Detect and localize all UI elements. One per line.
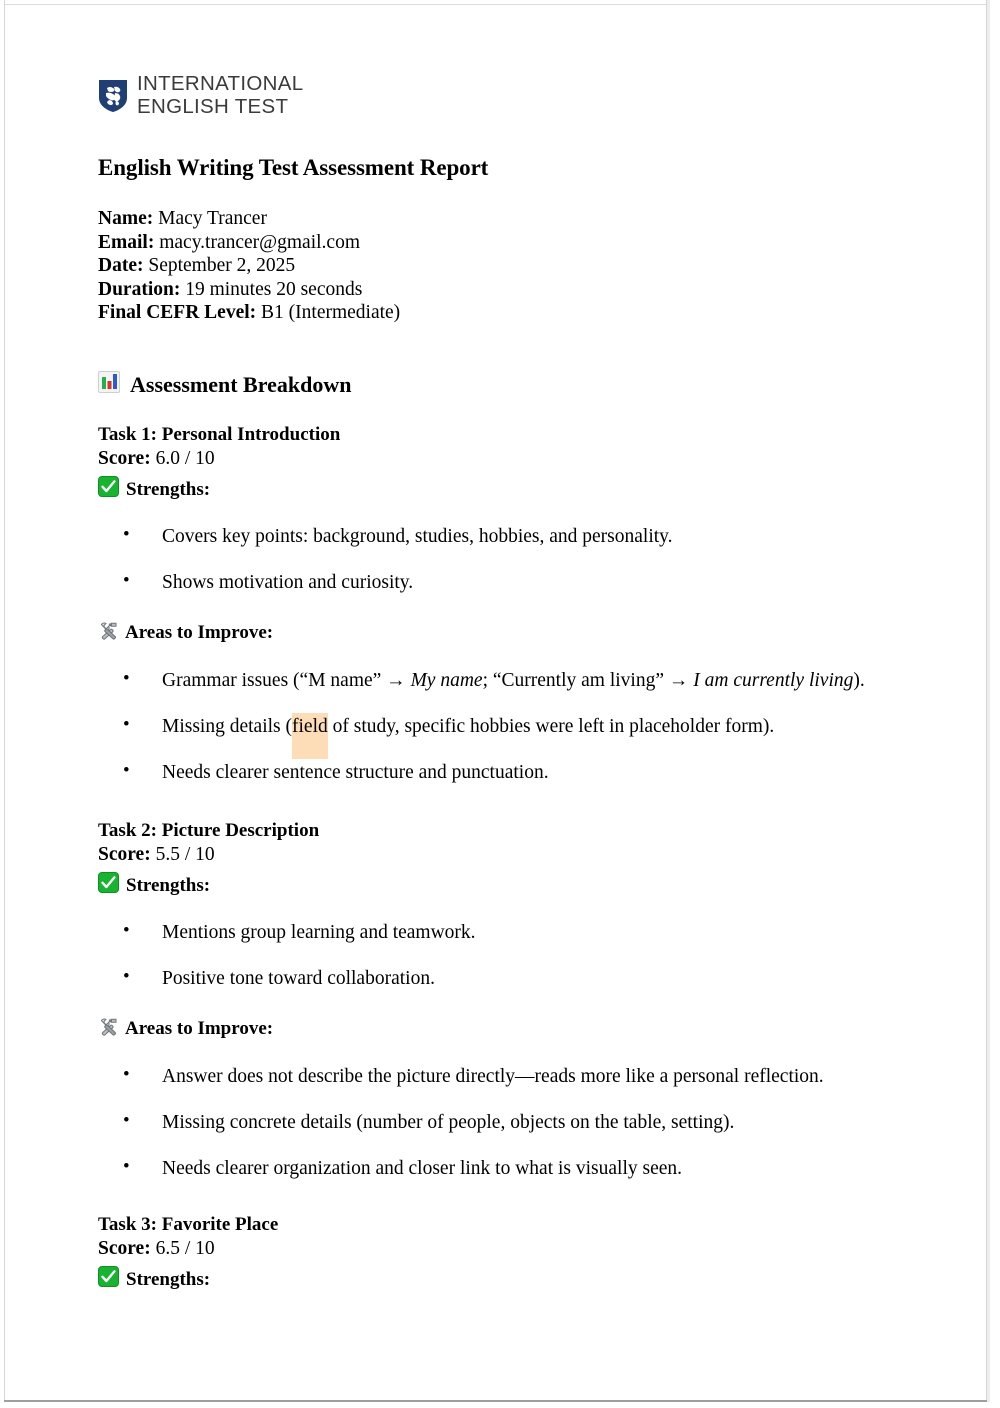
task-score-value: 6.0 / 10 [155,448,215,469]
candidate-metadata [98,207,400,325]
task-score-label: Score: [98,844,151,865]
page-title: English Writing Test Assessment Report [98,155,489,180]
meta-value-cefr: B1 (Intermediate) [261,302,401,324]
body-text: ; “Currently am living” → [482,670,694,691]
assessment-breakdown-heading [98,371,351,399]
white-check-mark-icon [98,1266,119,1293]
list-item [98,669,918,692]
white-check-mark-icon [98,476,119,503]
hammer-and-wrench-icon [98,1015,120,1043]
meta-label-name: Name: [98,208,154,229]
page-shadow-right [987,0,990,1402]
improvements-label: Areas to Improve: [125,1018,274,1039]
task-title: Task 1: Personal Introduction [98,424,341,445]
meta-value-duration: 19 minutes 20 seconds [185,278,363,300]
shield-crest-icon [98,79,128,113]
body-text: Missing details ( [162,716,292,737]
strengths-label: Strengths: [126,1268,211,1290]
emphasis-text: My name [410,670,483,691]
meta-label-cefr: Final CEFR Level: [98,302,257,324]
highlighted-text: field [292,716,328,737]
task-score [98,447,918,471]
body-text: Needs clearer sentence structure and punctuation. [162,762,549,783]
brand-line-2: ENGLISH TEST [137,94,289,118]
improvements-label: Areas to Improve: [125,622,274,643]
task-score-value: 5.5 / 10 [155,844,215,865]
list-item: • Mentions group learning and teamwork. [98,921,918,944]
meta-label-email: Email: [98,231,155,253]
meta-row-duration [98,278,400,302]
list-item [98,1111,918,1134]
task-block [98,819,918,1180]
body-text: ). [853,670,865,691]
task-block [98,1213,918,1293]
strengths-label: Strengths: [126,874,211,896]
strengths-heading [98,476,918,503]
body-text: Answer does not describe the picture directly—reads more like a personal reflection. [162,1066,824,1087]
brand-logo [98,73,303,119]
meta-row-email [98,231,400,255]
meta-label-date: Date: [98,255,144,277]
strengths-list [98,921,918,990]
meta-row-name [98,207,400,231]
meta-label-duration: Duration: [98,278,181,300]
report-page [5,5,986,1400]
list-item [98,1157,918,1180]
task-score-value: 6.5 / 10 [155,1238,215,1259]
list-item [98,1065,918,1088]
brand-line-1: INTERNATIONAL [137,72,304,95]
task-title: Task 3: Favorite Place [98,1214,279,1235]
assessment-breakdown-label: Assessment Breakdown [130,372,352,397]
emphasis-text: I am currently living [693,670,854,691]
improvements-list [98,669,918,784]
task-score-label: Score: [98,448,151,469]
hammer-and-wrench-icon [98,619,120,647]
list-item: • Covers key points: background, studies, hobbies, and personality. [98,525,918,548]
task-title: Task 2: Picture Description [98,820,320,841]
strengths-list [98,525,918,594]
strengths-heading [98,1266,918,1293]
body-text: of study, specific hobbies were left in placeholder form). [327,716,775,737]
improvements-heading [98,1015,918,1043]
page-border-bottom [4,1400,987,1402]
list-item: • Shows motivation and curiosity. [98,571,918,594]
meta-row-date [98,254,400,278]
meta-value-date: September 2, 2025 [148,255,296,277]
improvements-heading [98,619,918,647]
strengths-label: Strengths: [126,478,211,500]
task-score [98,843,918,867]
strengths-heading [98,872,918,899]
list-item: • Positive tone toward collaboration. [98,967,918,990]
brand-wordmark [137,73,303,119]
task-score [98,1237,918,1261]
meta-value-name: Macy Trancer [158,208,267,229]
improvements-list [98,1065,918,1180]
task-score-label: Score: [98,1238,151,1259]
bar-chart-icon [98,371,120,399]
list-item [98,761,918,784]
list-item [98,715,918,738]
body-text: Needs clearer organization and closer link to what is visually seen. [162,1158,683,1179]
body-text: Grammar issues (“M name” → [162,670,411,691]
meta-row-cefr [98,301,400,325]
body-text: Missing concrete details (number of people, objects on the table, setting). [162,1112,735,1133]
task-block [98,423,918,784]
meta-value-email: macy.trancer@gmail.com [159,231,360,253]
white-check-mark-icon [98,872,119,899]
